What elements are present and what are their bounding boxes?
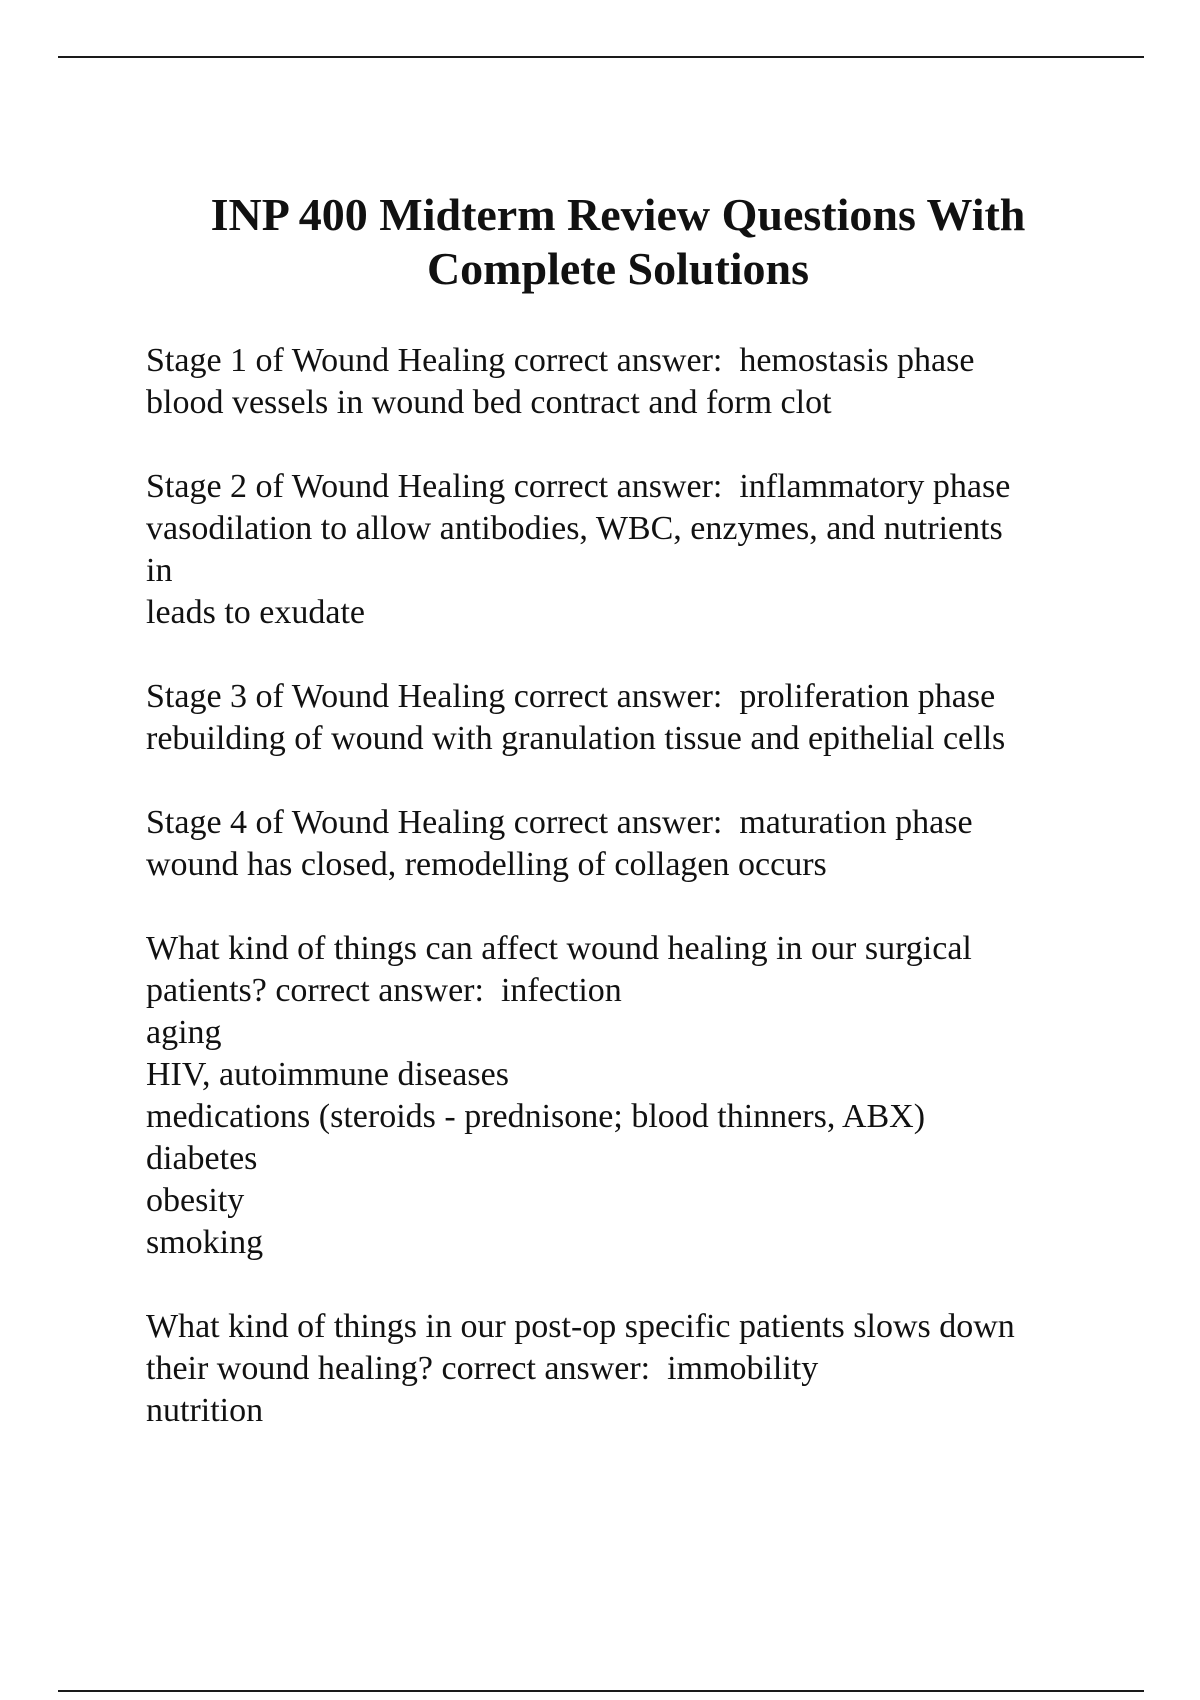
- text-line: diabetes: [146, 1140, 258, 1177]
- header-rule: [58, 56, 1144, 58]
- text-line: Stage 4 of Wound Healing correct answer: maturation phase: [146, 804, 973, 841]
- text-line: in: [146, 552, 173, 589]
- text-line: Stage 1 of Wound Healing correct answer: hemostasis phase: [146, 342, 975, 379]
- text-line: aging: [146, 1014, 222, 1051]
- qa-block-affect-healing: [146, 928, 1106, 1264]
- qa-block-post-op: [146, 1306, 1106, 1432]
- text-line: obesity: [146, 1182, 245, 1219]
- text-line: rebuilding of wound with granulation tissue and epithelial cells: [146, 720, 1006, 757]
- text-line: What kind of things can affect wound healing in our surgical: [146, 930, 972, 967]
- text-line: Stage 3 of Wound Healing correct answer: proliferation phase: [146, 678, 996, 715]
- text-line: smoking: [146, 1224, 264, 1261]
- text-line: What kind of things in our post-op specific patients slows down: [146, 1308, 1015, 1345]
- document-title: [100, 188, 1136, 296]
- text-line: vasodilation to allow antibodies, WBC, enzymes, and nutrients: [146, 510, 1003, 547]
- document-body: [146, 340, 1106, 1432]
- qa-block-stage-2: [146, 466, 1106, 634]
- qa-block-stage-3: [146, 676, 1106, 760]
- text-line: HIV, autoimmune diseases: [146, 1056, 509, 1093]
- qa-block-stage-4: [146, 802, 1106, 886]
- text-line: Stage 2 of Wound Healing correct answer: inflammatory phase: [146, 468, 1011, 505]
- text-line: blood vessels in wound bed contract and form clot: [146, 384, 832, 421]
- text-line: nutrition: [146, 1392, 264, 1429]
- footer-rule: [58, 1690, 1144, 1692]
- text-line: medications (steroids - prednisone; blood thinners, ABX): [146, 1098, 926, 1135]
- text-line: leads to exudate: [146, 594, 366, 631]
- title-line-1: INP 400 Midterm Review Questions With: [210, 189, 1026, 240]
- qa-block-stage-1: [146, 340, 1106, 424]
- text-line: wound has closed, remodelling of collagen occurs: [146, 846, 827, 883]
- title-line-2: Complete Solutions: [426, 243, 810, 294]
- text-line: their wound healing? correct answer: immobility: [146, 1350, 819, 1387]
- text-line: patients? correct answer: infection: [146, 972, 622, 1009]
